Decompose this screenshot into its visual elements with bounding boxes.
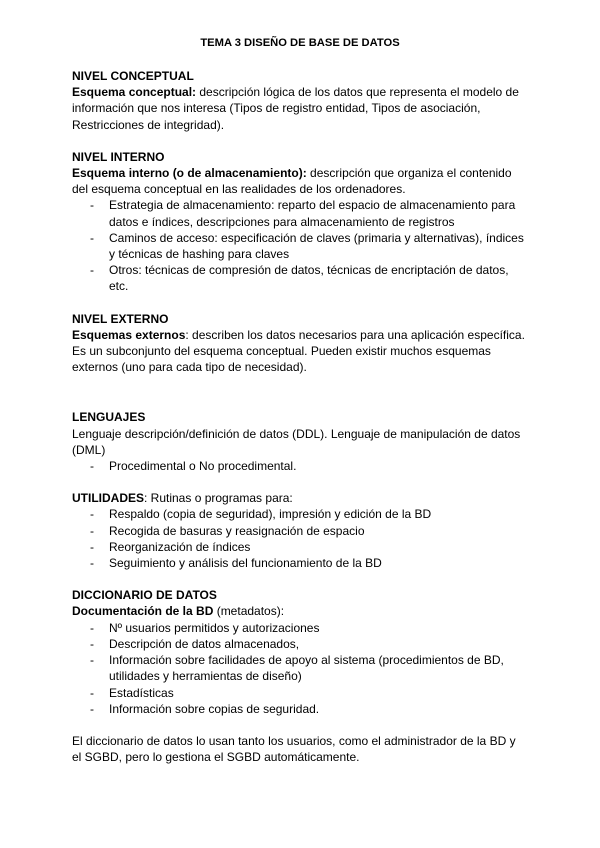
utilidades-paragraph [72, 490, 528, 506]
diccionario-paragraph [72, 603, 528, 619]
heading-nivel-conceptual: NIVEL CONCEPTUAL [72, 69, 194, 83]
lenguajes-paragraph: Lenguaje descripción/definición de datos (DDL). Lenguaje de manipulación de datos (DML) [72, 426, 521, 457]
diccionario-list [72, 620, 528, 717]
lenguajes-list [72, 458, 528, 474]
interno-text: descripción que organiza el contenido del esquema conceptual en las realidades de los ordenadores. [72, 166, 512, 197]
section-diccionario [72, 587, 528, 717]
utilidades-term: UTILIDADES [72, 491, 144, 506]
list-item: - Información sobre copias de seguridad. [72, 701, 528, 717]
list-item: - Caminos de acceso: especificación de claves (primaria y alternativas), índices y técnicas de hashing para claves [72, 230, 528, 262]
list-item: - Estadísticas [72, 685, 528, 701]
list-item: - Seguimiento y análisis del funcionamiento de la BD [72, 555, 528, 571]
diccionario-text: (metadatos): [213, 604, 285, 619]
document-page [72, 36, 528, 765]
conceptual-paragraph [72, 84, 528, 133]
heading-diccionario: DICCIONARIO DE DATOS [72, 588, 217, 603]
interno-term: Esquema interno (o de almacenamiento): [72, 166, 307, 181]
diccionario-term: Documentación de la BD [72, 604, 214, 619]
section-nivel-externo [72, 311, 528, 376]
list-item: - Nº usuarios permitidos y autorizaciones [72, 620, 528, 636]
section-utilidades [72, 490, 528, 571]
closing-paragraph: El diccionario de datos lo usan tanto los usuarios, como el administrador de la BD y el SGBD, pero lo gestiona el SGBD automáticamente. [72, 733, 516, 765]
conceptual-term: Esquema conceptual: [72, 85, 197, 100]
list-item: - Reorganización de índices [72, 539, 528, 555]
section-lenguajes [72, 409, 528, 474]
list-item: - Otros: técnicas de compresión de datos, técnicas de encriptación de datos, etc. [72, 262, 528, 294]
utilidades-text: : Rutinas o programas para: [144, 491, 293, 506]
document-title: TEMA 3 DISEÑO DE BASE DE DATOS [200, 37, 400, 49]
list-item: - Procedimental o No procedimental. [72, 458, 528, 474]
utilidades-list [72, 506, 528, 571]
heading-nivel-interno: NIVEL INTERNO [72, 149, 165, 164]
heading-lenguajes: LENGUAJES [72, 410, 146, 425]
heading-nivel-externo: NIVEL EXTERNO [72, 311, 169, 326]
externo-term: Esquemas externos [72, 327, 186, 342]
conceptual-text: descripción lógica de los datos que representa el modelo de información que nos interesa (Tipos de registro entidad, Tipos de asociación, Restricciones de integridad). [72, 85, 519, 132]
list-item: - Información sobre facilidades de apoyo al sistema (procedimientos de BD, utilidades y herramientas de diseño) [72, 652, 528, 684]
section-nivel-conceptual [72, 68, 528, 133]
externo-paragraph [72, 327, 528, 376]
list-item: - Recogida de basuras y reasignación de espacio [72, 523, 528, 539]
list-item: - Descripción de datos almacenados, [72, 636, 528, 652]
list-item: - Respaldo (copia de seguridad), impresión y edición de la BD [72, 506, 528, 522]
interno-list [72, 197, 528, 294]
section-nivel-interno [72, 149, 528, 295]
list-item: - Estrategia de almacenamiento: reparto del espacio de almacenamiento para datos e índices, descripciones para almacenamiento de registros [72, 197, 528, 229]
externo-text: : describen los datos necesarios para una aplicación específica. Es un subconjunto del esquema conceptual. Pueden existir muchos esquemas externos (uno para cada tipo de necesidad). [72, 327, 525, 375]
interno-paragraph [72, 165, 528, 197]
